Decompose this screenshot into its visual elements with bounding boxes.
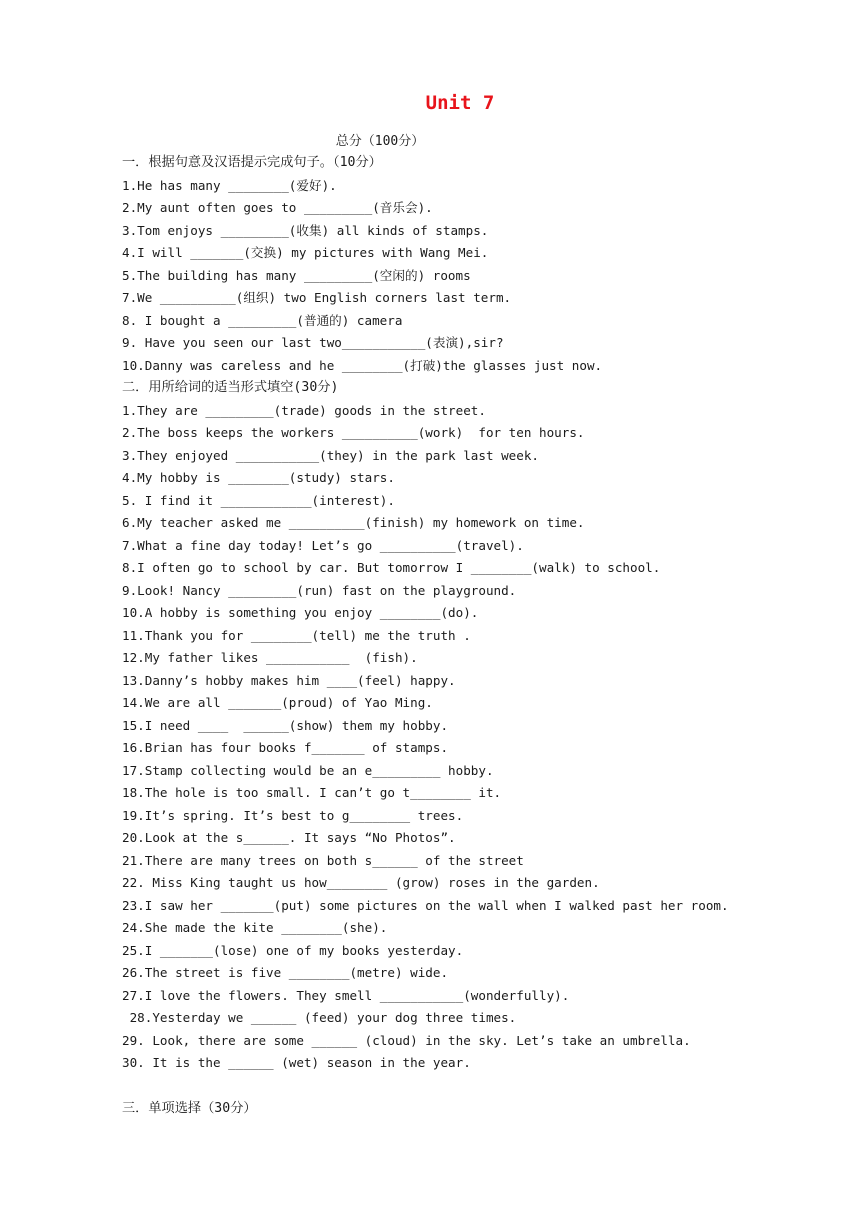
section3-heading: 三．单项选择（30分）: [122, 1101, 257, 1116]
section2-heading: 二．用所给词的适当形式填空(30分): [122, 380, 339, 395]
question-item: 27.I love the flowers. They smell ___________(wonderfully).: [122, 987, 570, 1003]
question-item: 17.Stamp collecting would be an e_________ hobby.: [122, 762, 494, 778]
question-item: 22. Miss King taught us how________ (grow) roses in the garden.: [122, 875, 600, 890]
total-score: 总分（100分）: [335, 134, 425, 149]
question-item: 28.Yesterday we ______ (feed) your dog three times.: [122, 1010, 517, 1025]
question-item: 8.I often go to school by car. But tomorrow I ________(walk) to school.: [122, 560, 661, 575]
question-item: 1.He has many ________(爱好).: [122, 177, 337, 193]
question-item: 9.Look! Nancy _________(run) fast on the playground.: [122, 582, 517, 598]
question-item: 3.Tom enjoys _________(收集) all kinds of stamps.: [122, 222, 489, 238]
section1-heading: 一．根据句意及汉语提示完成句子。（10分）: [122, 155, 382, 170]
question-item: 4.I will _______(交换) my pictures with Wang Mei.: [122, 245, 489, 260]
question-item: 20.Look at the s______. It says “No Photos”.: [122, 830, 456, 845]
question-item: 19.It’s spring. It’s best to g________ trees.: [122, 807, 464, 823]
question-item: 26.The street is five ________(metre) wide.: [122, 965, 449, 980]
question-item: 7.What a fine day today! Let’s go __________(travel).: [122, 537, 524, 553]
question-item: 24.She made the kite ________(she).: [122, 920, 388, 935]
question-item: 12.My father likes ___________ (fish).: [122, 650, 418, 665]
question-item: 16.Brian has four books f_______ of stamps.: [122, 740, 449, 755]
question-item: 18.The hole is too small. I can’t go t________ it.: [122, 785, 502, 800]
question-item: 21.There are many trees on both s______ of the street: [122, 852, 524, 868]
question-item: 10.Danny was careless and he ________(打破)the glasses just now.: [122, 357, 603, 373]
worksheet-content: [122, 152, 842, 1075]
question-item: 11.Thank you for ________(tell) me the truth .: [122, 627, 471, 643]
question-item: 1.They are _________(trade) goods in the street.: [122, 402, 486, 418]
question-item: 30. It is the ______ (wet) season in the year.: [122, 1055, 471, 1070]
question-item: 10.A hobby is something you enjoy ________(do).: [122, 605, 479, 620]
question-item: 5.The building has many _________(空闲的) rooms: [122, 267, 471, 283]
question-item: 2.My aunt often goes to _________(音乐会).: [122, 200, 433, 215]
page-title: Unit 7: [425, 92, 495, 114]
question-item: 7.We __________(组织) two English corners last term.: [122, 290, 512, 305]
question-item: 23.I saw her _______(put) some pictures on the wall when I walked past her room.: [122, 897, 729, 913]
question-item: 15.I need ____ ______(show) them my hobby.: [122, 717, 449, 733]
question-item: 3.They enjoyed ___________(they) in the park last week.: [122, 447, 540, 463]
question-item: 13.Danny’s hobby makes him ____(feel) happy.: [122, 672, 456, 688]
question-item: 5. I find it ____________(interest).: [122, 492, 395, 508]
question-item: 25.I _______(lose) one of my books yesterday.: [122, 942, 464, 958]
question-item: 8. I bought a _________(普通的) camera: [122, 312, 403, 328]
question-item: 6.My teacher asked me __________(finish) my homework on time.: [122, 515, 585, 530]
question-item: 9. Have you seen our last two___________(表演),sir?: [122, 335, 504, 350]
question-item: 4.My hobby is ________(study) stars.: [122, 470, 395, 485]
question-item: 2.The boss keeps the workers __________(work) for ten hours.: [122, 425, 585, 440]
question-item: 14.We are all _______(proud) of Yao Ming.: [122, 695, 433, 710]
question-item: 29. Look, there are some ______ (cloud) in the sky. Let’s take an umbrella.: [122, 1032, 691, 1048]
